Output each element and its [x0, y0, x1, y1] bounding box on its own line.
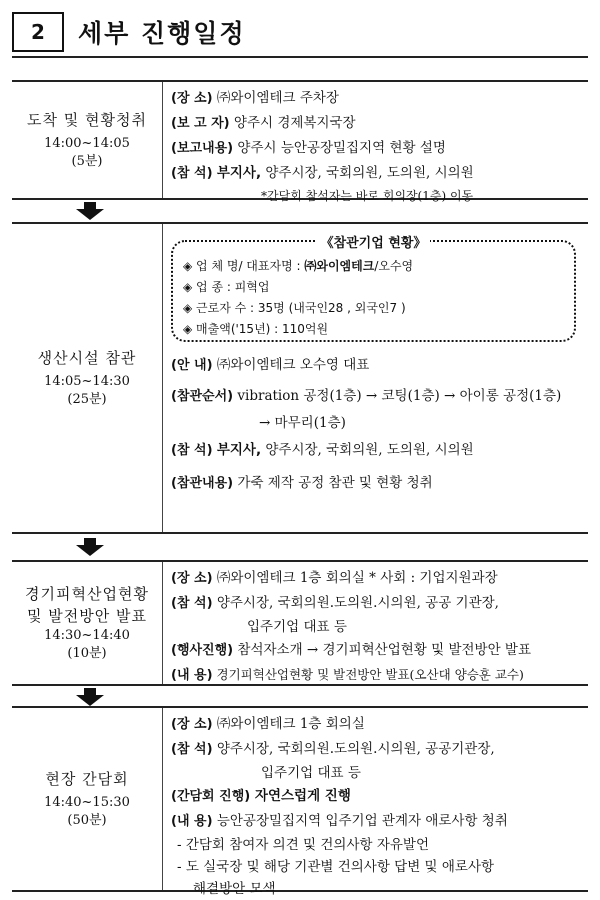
detail-row: (보 고 자) 양주시 경제복지국장 [171, 115, 356, 131]
detail-continuation: → 마무리(1층) [259, 415, 346, 431]
detail-row: (참 석) 부지사, 양주시장, 국회의원, 도의원, 시의원 [171, 165, 474, 181]
block-title: 경기피혁산업현황 [25, 585, 149, 603]
block-title: 현장 간담회 [45, 770, 129, 788]
block-label [12, 82, 163, 198]
page-title: 세부 진행일정 [78, 19, 246, 48]
block-title: 생산시설 참관 [37, 349, 137, 367]
company-row: ◈ 매출액('15년) : 110억원 [183, 322, 329, 336]
detail-bullet: - 간담회 참여자 의견 및 건의사항 자유발언 [177, 837, 430, 853]
detail-row: (참관순서) vibration 공정(1층) → 코팅(1층) → 아이롱 공정(1층) [171, 388, 562, 404]
note-text: *간담회 참석자는 바로 회의장(1층) 이동 [261, 189, 474, 203]
block-label [12, 224, 163, 532]
block-details [163, 82, 588, 203]
block-time: 14:05~14:30 [44, 374, 130, 389]
detail-row: (장 소) ㈜와이엠테크 1층 회의실 [171, 716, 365, 732]
block-duration: (5분) [71, 154, 103, 169]
block-time: 14:00~14:05 [44, 136, 130, 151]
block-label [12, 562, 163, 684]
box-title: 《참관기업 현황》 [317, 236, 431, 251]
block-duration: (50분) [67, 813, 107, 828]
schedule-block-meeting [12, 706, 588, 897]
company-row: ◈ 업 종 : 피혁업 [183, 280, 270, 294]
block-title: 및 발전방안 발표 [27, 607, 147, 625]
detail-row: (간담회 진행) 자연스럽게 진행 [171, 788, 351, 804]
detail-continuation: 입주기업 대표 등 [247, 619, 347, 635]
block-duration: (25분) [67, 392, 107, 407]
detail-row: (장 소) ㈜와이엠테크 1층 회의실 * 사회 : 기업지원과장 [171, 570, 498, 586]
detail-row: (참 석) 양주시장, 국회의원.도의원.시의원, 공공기관장, [171, 741, 495, 757]
block-time: 14:30~14:40 [44, 628, 130, 643]
company-info-box [171, 236, 576, 342]
block-title: 도착 및 현황청취 [27, 111, 147, 129]
section-number: 2 [12, 12, 64, 52]
company-row: ◈ 근로자 수 : 35명 (내국인28 , 외국인7 ) [183, 301, 406, 315]
schedule-block-arrival [12, 80, 588, 203]
detail-row: (장 소) ㈜와이엠테크 주차장 [171, 90, 339, 106]
detail-continuation: 해결방안 모색 [193, 881, 276, 897]
block-details [163, 562, 588, 684]
detail-row: (안 내) ㈜와이엠테크 오수영 대표 [171, 357, 370, 373]
detail-row: (내 용) 경기피혁산업현황 및 발전방안 발표(오산대 양승훈 교수) [171, 667, 524, 683]
detail-row: (참 석) 양주시장, 국회의원.도의원.시의원, 공공 기관장, [171, 595, 499, 611]
detail-row: (참 석) 부지사, 양주시장, 국회의원, 도의원, 시의원 [171, 442, 474, 458]
detail-bullet: - 도 실국장 및 해당 기관별 건의사항 답변 및 애로사항 [177, 859, 495, 875]
detail-row: (행사진행) 참석자소개 → 경기피혁산업현황 및 발전방안 발표 [171, 642, 532, 658]
detail-row: (참관내용) 가죽 제작 공정 참관 및 현황 청취 [171, 475, 433, 491]
down-arrow-icon [76, 538, 104, 556]
block-label [12, 708, 163, 890]
detail-continuation: 입주기업 대표 등 [261, 765, 361, 781]
down-arrow-icon [76, 202, 104, 220]
company-row: ◈ 업 체 명/ 대표자명 : ㈜와이엠테크/오수영 [183, 259, 414, 273]
block-time: 14:40~15:30 [44, 795, 130, 810]
block-duration: (10분) [67, 646, 107, 661]
detail-row: (보고내용) 양주시 능안공장밀집지역 현황 설명 [171, 140, 446, 156]
section-header [12, 12, 588, 58]
detail-row: (내 용) 능안공장밀집지역 입주기업 관계자 애로사항 청취 [171, 813, 508, 829]
schedule-block-tour [12, 222, 588, 534]
down-arrow-icon [76, 688, 104, 706]
schedule-block-presentation [12, 560, 588, 686]
block-details [163, 224, 588, 532]
block-details [163, 708, 588, 897]
